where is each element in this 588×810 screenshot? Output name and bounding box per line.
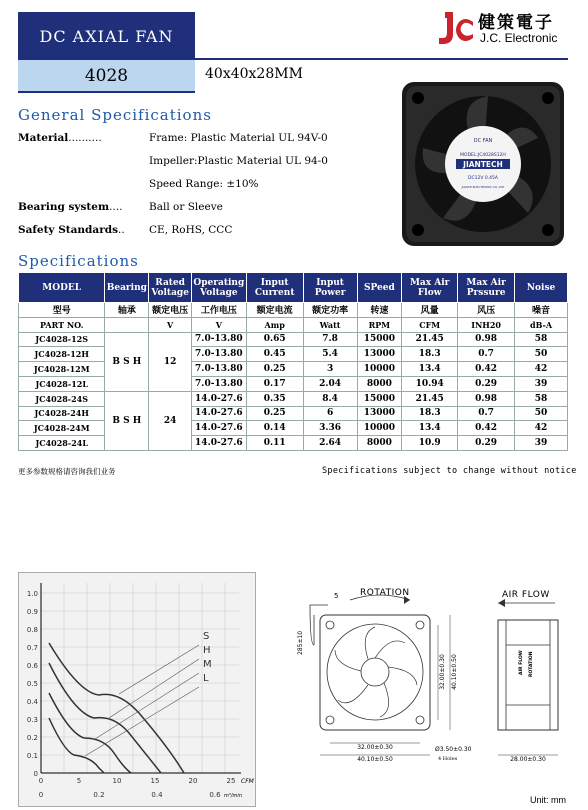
voltage-group-12: 12	[149, 332, 192, 391]
table-row: JC4028-12S B S H 12 7.0-13.80 0.65 7.8 15000 21.45 0.98 58	[19, 332, 568, 347]
col-header: Noise	[515, 273, 568, 303]
safety-dots: ..	[118, 224, 125, 236]
bearing-group-24: B S H	[105, 391, 149, 450]
table-row: JC4028-24H 14.0-27.6 0.25 6 13000 18.3 0.7 50	[19, 406, 568, 421]
dim-top: 5	[334, 592, 339, 600]
safety-value: CE, RoHS, CCC	[149, 224, 233, 236]
dim-depth: 28.00±0.30	[510, 756, 546, 763]
front-view	[310, 605, 430, 730]
col-header: Max Air Flow	[402, 273, 458, 303]
col-header: SPeed	[357, 273, 402, 303]
y-tick: 0.3	[26, 716, 38, 724]
col-header-cn: 转速	[357, 303, 402, 318]
table-row: JC4028-24S B S H 24 14.0-27.6 0.35 8.4 15000 21.45 0.98 58	[19, 391, 568, 406]
col-header-cn: 轴承	[105, 303, 149, 318]
product-type-banner: DC AXIAL FAN	[18, 12, 195, 60]
col-header-cn: 风压	[458, 303, 515, 318]
fan-label-line5: JIANCE ELECTRONIC CO.,LTD	[461, 185, 505, 189]
y-tick: 0.1	[26, 752, 38, 760]
rotation-label: ROTATION	[360, 588, 410, 598]
model-number: 4028	[18, 60, 195, 93]
dim-left: 285±10	[297, 630, 304, 655]
unit-cell: Amp	[246, 317, 303, 332]
logo-english-name: J.C. Electronic	[480, 31, 558, 45]
curve-label: S	[203, 631, 210, 642]
col-header-cn: 噪音	[515, 303, 568, 318]
material-label: Material	[18, 132, 69, 144]
x-tick-m3: 0.4	[151, 791, 163, 799]
airflow-label: AIR FLOW	[502, 590, 550, 600]
unit-cell: CFM	[402, 317, 458, 332]
fan-label-brand: JIANTECH	[463, 160, 503, 169]
col-header: Operating Voltage	[191, 273, 246, 303]
hole-diameter: Ø3.50±0.30	[435, 746, 472, 753]
hole-count: 4 Holes	[438, 756, 458, 762]
dim-outer-height: 40.10±0.50	[451, 654, 458, 690]
col-header: Bearing	[105, 273, 149, 303]
col-header-cn: 工作电压	[191, 303, 246, 318]
x-tick-cfm: 5	[76, 777, 82, 785]
col-header-cn: 额定电压	[149, 303, 192, 318]
col-header: Input Current	[246, 273, 303, 303]
specifications-table	[18, 272, 568, 451]
x-tick-cfm: 25	[226, 777, 236, 785]
curve-label: L	[203, 673, 209, 684]
curve-label: M	[203, 659, 212, 670]
y-tick: 0.2	[26, 734, 38, 742]
performance-chart	[18, 572, 256, 807]
x-tick-m3: 0	[38, 791, 44, 799]
dim-inner-height: 32.00±0.30	[439, 654, 446, 690]
col-header-cn: 型号	[19, 303, 105, 318]
x-tick-m3: 0.6	[209, 791, 221, 799]
unit-cell: Watt	[303, 317, 357, 332]
logo-chinese-name: 健策電子	[478, 13, 554, 33]
y-tick: 0.6	[26, 662, 38, 670]
y-tick: 0	[33, 770, 38, 778]
side-rotation-label: ROTATION	[529, 651, 534, 677]
table-header-row	[19, 273, 568, 303]
safety-row	[0, 224, 400, 238]
y-tick: 0.4	[26, 698, 38, 706]
table-row: JC4028-12H 7.0-13.80 0.45 5.4 13000 18.3 0.7 50	[19, 347, 568, 362]
bearing-dots: ....	[109, 201, 123, 213]
speed-range: Speed Range: ±10%	[149, 178, 259, 190]
material-impeller: Impeller:Plastic Material UL 94-0	[149, 155, 328, 167]
fan-size: 40x40x28MM	[205, 66, 303, 82]
col-header-cn: 额定电流	[246, 303, 303, 318]
safety-label: Safety Standards	[18, 224, 118, 236]
x-unit-cfm: CFM	[241, 778, 254, 785]
y-tick: 0.9	[26, 608, 38, 616]
dimension-drawings	[280, 575, 580, 775]
col-header: MODEL	[19, 273, 105, 303]
table-row: JC4028-24M 14.0-27.6 0.14 3.36 10000 13.4 0.42 42	[19, 421, 568, 436]
fan-label-line1: DC FAN	[473, 138, 493, 144]
fan-label-line2: MODEL:JC4028S12H	[460, 153, 506, 158]
jc-logo-icon	[435, 8, 475, 48]
y-tick: 0.8	[26, 626, 38, 634]
table-units-row	[19, 317, 568, 332]
voltage-group-24: 24	[149, 391, 192, 450]
bearing-group-12: B S H	[105, 332, 149, 391]
material-frame: Frame: Plastic Material UL 94V-0	[149, 132, 328, 144]
change-notice: Specifications subject to change without notice	[322, 466, 577, 476]
bearing-row	[0, 201, 400, 215]
side-airflow-label: AIR FLOW	[519, 650, 524, 675]
dim-outer-width: 40.10±0.50	[357, 756, 393, 763]
unit-cell: V	[191, 317, 246, 332]
material-dots: ..........	[68, 132, 102, 144]
x-unit-m3: m³/min	[224, 793, 242, 799]
table-row: JC4028-24L 14.0-27.6 0.11 2.64 8000 10.9 0.29 39	[19, 436, 568, 451]
dim-inner-width: 32.00±0.30	[357, 744, 393, 751]
bearing-label: Bearing system	[18, 201, 110, 213]
header-divider	[195, 58, 568, 60]
y-tick: 1.0	[26, 590, 38, 598]
company-logo	[435, 6, 575, 51]
unit-cell: dB-A	[515, 317, 568, 332]
bearing-value: Ball or Sleeve	[149, 201, 223, 213]
general-specs-title: General Specifications	[18, 106, 212, 124]
y-tick: 0.7	[26, 644, 38, 652]
fan-label-line4: DC12V 0.45A	[468, 176, 498, 181]
x-tick-cfm: 20	[188, 777, 198, 785]
x-tick-m3: 0.2	[93, 791, 105, 799]
unit-cell: RPM	[357, 317, 402, 332]
unit-label: Unit: mm	[530, 795, 566, 805]
table-row: JC4028-12M 7.0-13.80 0.25 3 10000 13.4 0.42 42	[19, 362, 568, 377]
y-tick: 0.5	[26, 680, 38, 688]
col-header: Max Air Prssure	[458, 273, 515, 303]
col-header: Input Power	[303, 273, 357, 303]
contact-note: 更多参数规格请咨询我们业务	[18, 467, 116, 476]
col-header-cn: 风量	[402, 303, 458, 318]
unit-cell: V	[149, 317, 192, 332]
table-row: JC4028-12L 7.0-13.80 0.17 2.04 8000 10.94 0.29 39	[19, 376, 568, 391]
x-tick-cfm: 0	[38, 777, 44, 785]
table-header-cn-row	[19, 303, 568, 318]
x-tick-cfm: 15	[150, 777, 160, 785]
side-view	[498, 620, 558, 730]
unit-cell	[105, 317, 149, 332]
col-header: Rated Voltage	[149, 273, 192, 303]
fan-photo	[398, 78, 568, 250]
col-header-cn: 额定功率	[303, 303, 357, 318]
material-row	[0, 132, 400, 146]
x-tick-cfm: 10	[112, 777, 122, 785]
curve-label: H	[203, 645, 211, 656]
unit-cell: INH20	[458, 317, 515, 332]
unit-cell: PART NO.	[19, 317, 105, 332]
specifications-title: Specifications	[18, 252, 139, 270]
performance-chart-svg	[19, 573, 255, 806]
